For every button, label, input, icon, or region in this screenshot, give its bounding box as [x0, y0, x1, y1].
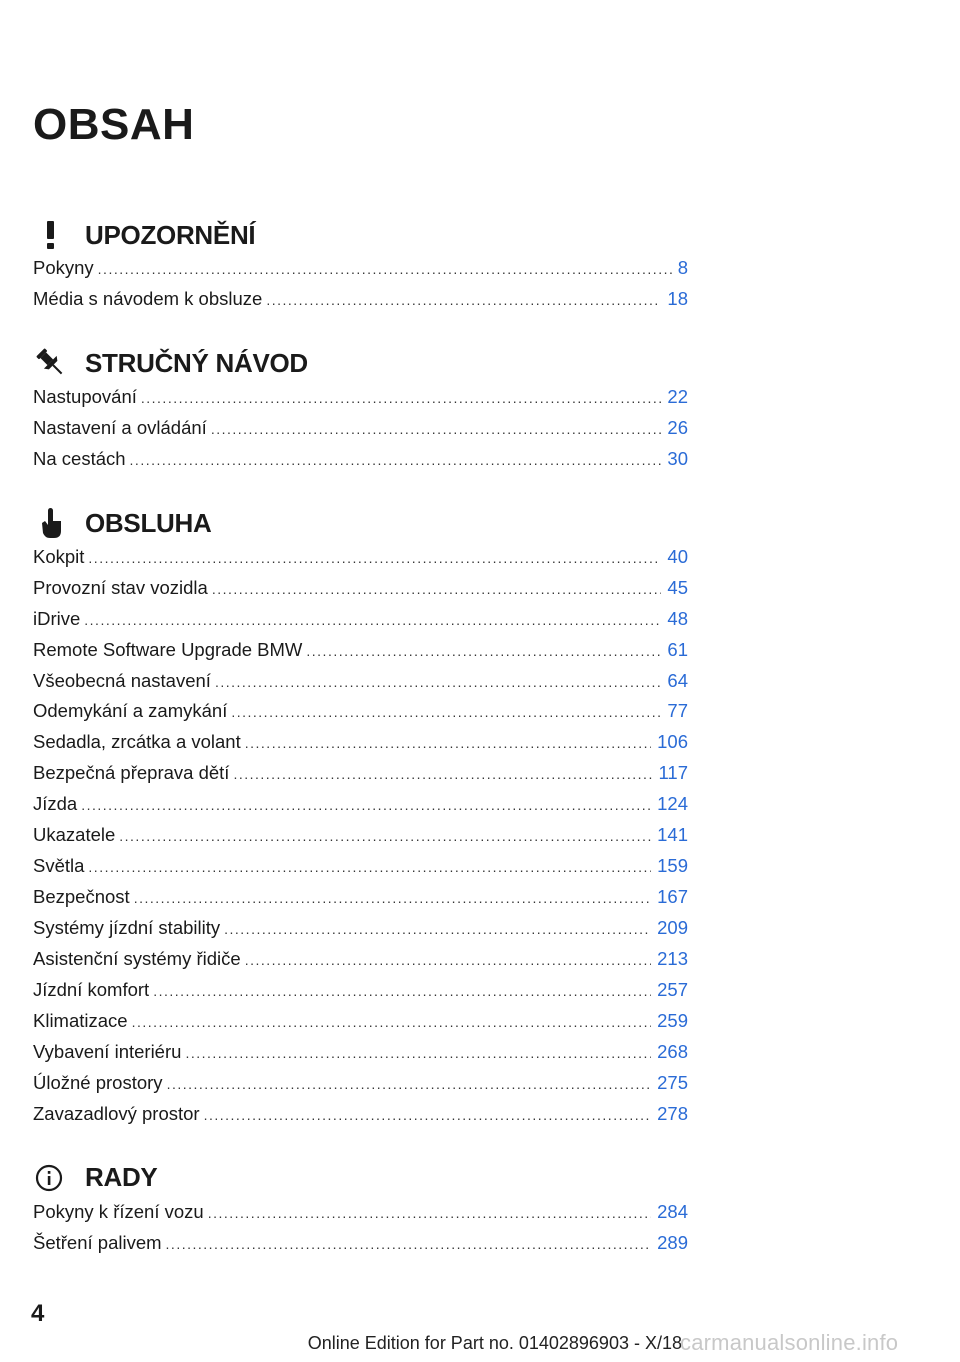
- toc-entry[interactable]: [33, 948, 688, 974]
- section-header-obsluha: [33, 503, 693, 543]
- leader-dots: [204, 1107, 652, 1123]
- toc-entry-page: 48: [667, 608, 688, 629]
- leader-dots: [141, 390, 662, 406]
- toc-entry[interactable]: [33, 257, 688, 283]
- toc-entry[interactable]: [33, 670, 688, 696]
- toc-entry-label: Média s návodem k obsluze: [33, 288, 263, 309]
- toc-entry-label: Bezpečná přeprava dětí: [33, 762, 230, 783]
- toc-entry[interactable]: [33, 886, 688, 912]
- toc-entry[interactable]: [33, 1010, 688, 1036]
- leader-dots: [231, 704, 661, 720]
- leader-dots: [212, 581, 662, 597]
- toc-entry-page: 289: [657, 1232, 688, 1253]
- watermark: carmanualsonline.info: [680, 1330, 899, 1355]
- leader-dots: [208, 1205, 651, 1221]
- toc-entry[interactable]: [33, 608, 688, 634]
- toc-entry-label: Úložné prostory: [33, 1072, 163, 1093]
- toc-entry-label: Nastupování: [33, 386, 137, 407]
- section-header-strucny-navod: [33, 343, 693, 383]
- leader-dots: [245, 952, 651, 968]
- leader-dots: [81, 797, 651, 813]
- toc-entry-label: Systémy jízdní stability: [33, 917, 221, 938]
- toc-entry-page: 213: [657, 948, 688, 969]
- toc-entry[interactable]: [33, 1072, 688, 1098]
- leader-dots: [119, 828, 651, 844]
- toc-entry[interactable]: [33, 288, 688, 314]
- leader-dots: [88, 550, 661, 566]
- toc-entry[interactable]: [33, 1201, 688, 1227]
- page-number: 4: [31, 1300, 45, 1327]
- pointing-hand-icon: [33, 505, 69, 541]
- footer-edition: Online Edition for Part no. 01402896903 - X/18: [307, 1333, 682, 1353]
- toc-entry-page: 159: [657, 855, 688, 876]
- toc-entry-label: Na cestách: [33, 448, 126, 469]
- toc-entry-page: 18: [667, 288, 688, 309]
- toc-entry-label: Pokyny: [33, 257, 94, 278]
- toc-entry[interactable]: [33, 762, 688, 788]
- toc-entry-label: Světla: [33, 855, 85, 876]
- leader-dots: [166, 1236, 652, 1252]
- toc-entry-page: 106: [657, 731, 688, 752]
- leader-dots: [153, 983, 651, 999]
- info-icon: [33, 1159, 69, 1195]
- toc-entry-label: Jízdní komfort: [33, 979, 150, 1000]
- toc-entry-page: 45: [667, 577, 688, 598]
- leader-dots: [211, 421, 662, 437]
- toc-entry[interactable]: [33, 417, 688, 443]
- leader-dots: [98, 261, 672, 277]
- leader-dots: [306, 643, 661, 659]
- toc-entry-page: 209: [657, 917, 688, 938]
- leader-dots: [215, 674, 661, 690]
- toc-entry-page: 257: [657, 979, 688, 1000]
- toc-entry-label: Nastavení a ovládání: [33, 417, 207, 438]
- toc-entry-label: Všeobecná nastavení: [33, 670, 211, 691]
- toc-entry-page: 22: [667, 386, 688, 407]
- toc-entry[interactable]: [33, 1232, 688, 1258]
- toc-entry[interactable]: [33, 824, 688, 850]
- section-title: OBSLUHA: [85, 507, 212, 538]
- toc-entry-label: Sedadla, zrcátka a volant: [33, 731, 241, 752]
- toc-entry-label: Remote Software Upgrade BMW: [33, 639, 303, 660]
- toc-entry[interactable]: [33, 855, 688, 881]
- leader-dots: [233, 766, 652, 782]
- leader-dots: [185, 1045, 651, 1061]
- section-title: STRUČNÝ NÁVOD: [85, 347, 308, 378]
- leader-dots: [245, 735, 651, 751]
- toc-entry-label: Bezpečnost: [33, 886, 130, 907]
- toc-entry[interactable]: [33, 448, 688, 474]
- toc-entry-label: Jízda: [33, 793, 78, 814]
- toc-entry[interactable]: [33, 639, 688, 665]
- leader-dots: [224, 921, 651, 937]
- toc-entry-label: Ukazatele: [33, 824, 116, 845]
- toc-entry-page: 30: [667, 448, 688, 469]
- leader-dots: [266, 292, 661, 308]
- toc-entry-page: 268: [657, 1041, 688, 1062]
- toc-entry-page: 61: [667, 639, 688, 660]
- toc-entry[interactable]: [33, 386, 688, 412]
- toc-entry-page: 77: [667, 700, 688, 721]
- toc-entry-page: 117: [658, 762, 688, 783]
- section-title: RADY: [85, 1161, 158, 1192]
- toc-entry-label: Pokyny k řízení vozu: [33, 1201, 204, 1222]
- toc-entry-label: Klimatizace: [33, 1010, 128, 1031]
- leader-dots: [130, 452, 662, 468]
- section-title: UPOZORNĚNÍ: [85, 219, 256, 250]
- toc-entry-page: 284: [657, 1201, 688, 1222]
- toc-entry-label: Provozní stav vozidla: [33, 577, 208, 598]
- toc-entry[interactable]: [33, 1103, 688, 1129]
- leader-dots: [132, 1014, 652, 1030]
- toc-entry-label: Kokpit: [33, 546, 85, 567]
- toc-entry-label: Odemykání a zamykání: [33, 700, 228, 721]
- toc-entry-label: Vybavení interiéru: [33, 1041, 182, 1062]
- section-header-rady: [33, 1157, 693, 1197]
- toc-entry-page: 167: [657, 886, 688, 907]
- toc-entry[interactable]: [33, 577, 688, 603]
- toc-entry-page: 124: [657, 793, 688, 814]
- toc-entry-label: Zavazadlový prostor: [33, 1103, 200, 1124]
- toc-entry[interactable]: [33, 546, 688, 572]
- toc-entry-page: 64: [667, 670, 688, 691]
- leader-dots: [84, 612, 661, 628]
- leader-dots: [88, 859, 651, 875]
- toc-entry-label: Asistenční systémy řidiče: [33, 948, 241, 969]
- pushpin-icon: [33, 345, 69, 381]
- toc-entry-page: 278: [657, 1103, 688, 1124]
- toc-entry-label: Šetření palivem: [33, 1232, 162, 1253]
- exclamation-icon: [33, 217, 69, 253]
- toc-entry[interactable]: [33, 700, 688, 726]
- leader-dots: [134, 890, 651, 906]
- leader-dots: [167, 1076, 652, 1092]
- toc-entry-page: 40: [667, 546, 688, 567]
- toc-entry-page: 8: [677, 257, 688, 278]
- toc-entry[interactable]: [33, 793, 688, 819]
- page-title: OBSAH: [33, 100, 195, 149]
- toc-entry[interactable]: [33, 917, 688, 943]
- toc-entry[interactable]: [33, 731, 688, 757]
- toc-entry-label: iDrive: [33, 608, 81, 629]
- toc-entry-page: 275: [657, 1072, 688, 1093]
- toc-entry[interactable]: [33, 979, 688, 1005]
- section-header-upozorneni: [33, 215, 693, 255]
- toc-entry-page: 259: [657, 1010, 688, 1031]
- toc-entry[interactable]: [33, 1041, 688, 1067]
- toc-entry-page: 141: [657, 824, 688, 845]
- toc-entry-page: 26: [667, 417, 688, 438]
